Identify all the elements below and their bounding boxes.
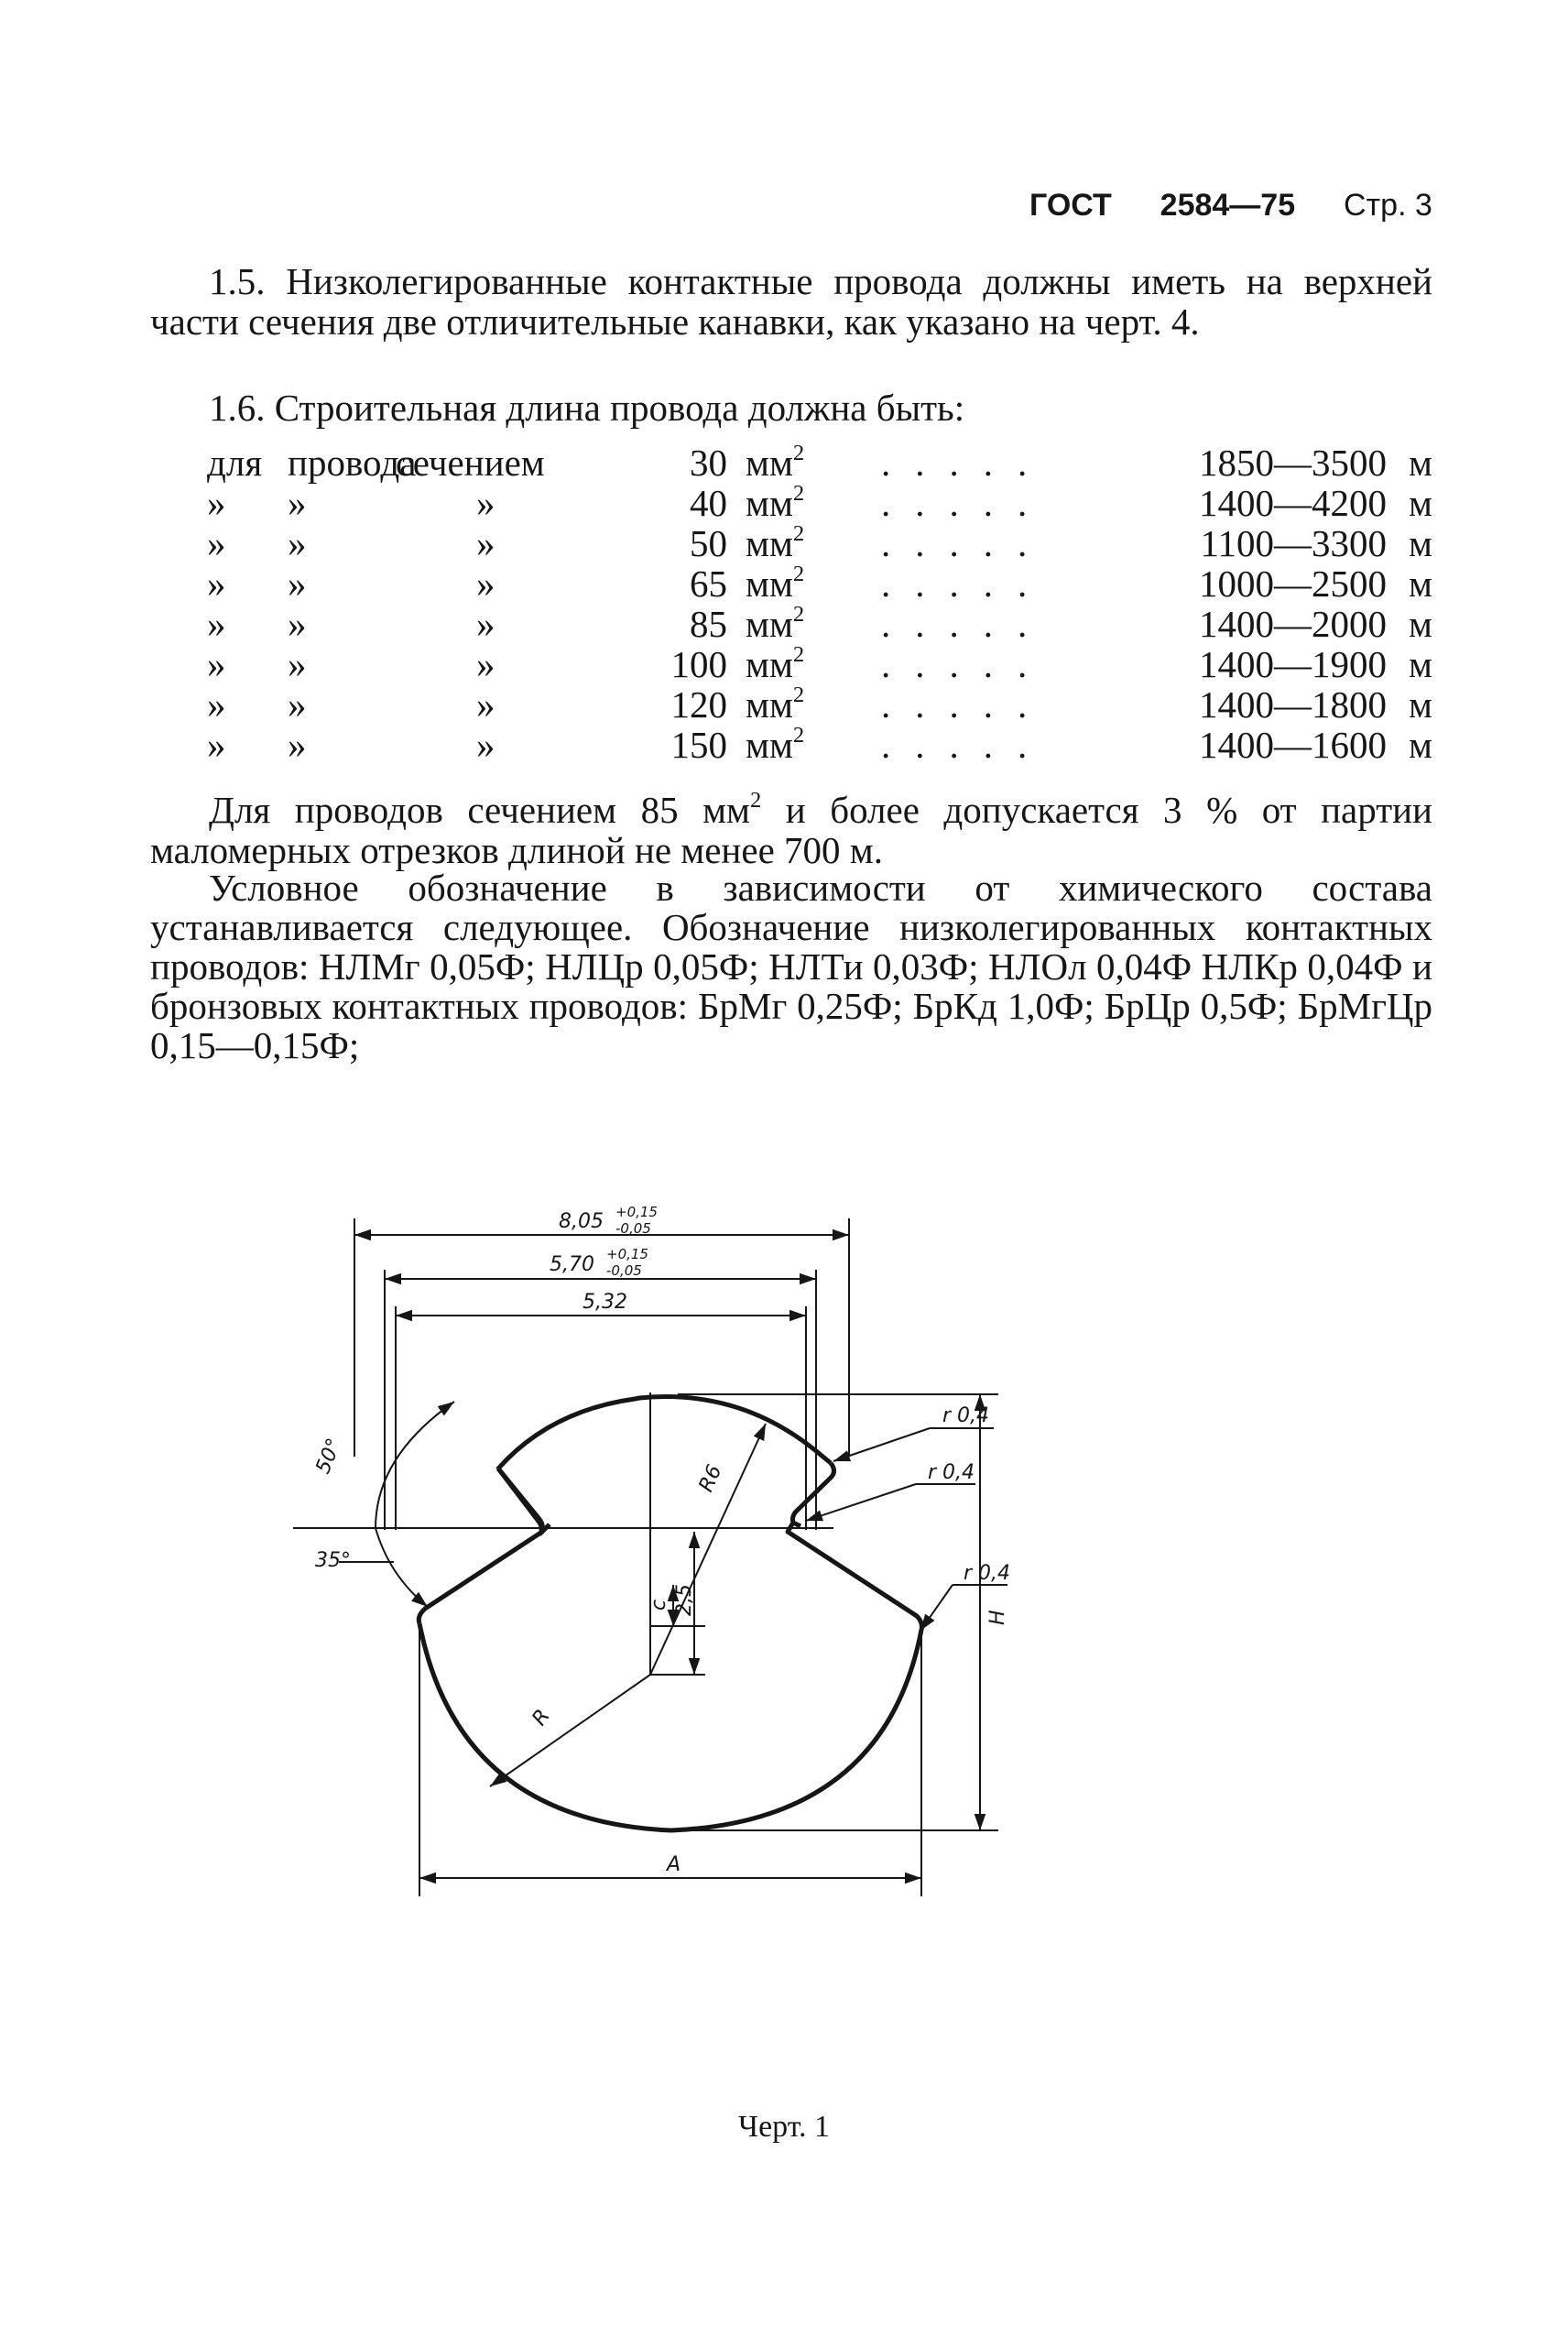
section-value: 65 <box>690 562 727 605</box>
section-value: 50 <box>690 522 727 564</box>
section-unit: $мм^2$ <box>746 520 805 564</box>
page-number: Стр. 3 <box>1344 188 1432 223</box>
partial-lengths-paragraph <box>150 787 1432 871</box>
leader-dots: ..... <box>881 442 1052 484</box>
clause-1-5-text: 1.5. Низколегированные контактные провода должны иметь на верхней части сечения две отличительные канавки, как указано на черт. 4. <box>150 260 1432 343</box>
radius-r6-label: R6 <box>694 1461 727 1496</box>
designation-paragraph <box>150 868 1432 1065</box>
ditto-mark: » <box>207 562 226 605</box>
length-unit: м <box>1409 482 1432 524</box>
ditto-mark: » <box>476 482 495 524</box>
angle-35-label: 35° <box>315 1549 351 1572</box>
ditto-mark: » <box>207 643 226 685</box>
figure-caption: Черт. 1 <box>737 2110 831 2144</box>
section-unit: $мм^2$ <box>746 440 805 484</box>
ditto-mark: » <box>207 683 226 726</box>
leader-dots: ..... <box>881 562 1052 605</box>
ditto-mark: » <box>288 724 307 766</box>
length-unit: м <box>1409 603 1432 645</box>
ditto-mark: » <box>288 643 307 685</box>
wire-cross-section-drawing <box>311 1182 1154 2080</box>
section-value: 120 <box>670 683 727 726</box>
leader-dots: ..... <box>881 482 1052 524</box>
leader-dots: ..... <box>881 724 1052 766</box>
ditto-mark: » <box>476 522 495 564</box>
fillet-label-1: r 0,4 <box>942 1404 990 1427</box>
length-row <box>150 682 1432 726</box>
section-unit: $мм^2$ <box>746 561 805 605</box>
dim-c-label: c <box>648 1599 670 1611</box>
fillet-label-3: r 0,4 <box>964 1562 1011 1585</box>
length-range: 1400—1600 <box>1199 724 1387 766</box>
ditto-mark: » <box>476 562 495 605</box>
radius-r-label: R <box>528 1705 555 1731</box>
designation-text: Условное обозначение в зависимости от химического состава устанавливается следующее. Обозначение низколегированных контактных проводов: НЛМг 0,05Ф; НЛЦр 0,05Ф; НЛТи 0,03Ф; НЛОл 0,04Ф НЛКр 0,04Ф и бронзовых контактных проводов: БрМг 0,25Ф; БрКд 1,0Ф; БрЦр 0,5Ф; БрМгЦр 0,15—0,15Ф; <box>150 867 1432 1066</box>
section-unit: $мм^2$ <box>746 601 805 645</box>
length-row <box>150 642 1432 683</box>
standard-number: 2584—75 <box>1160 188 1296 223</box>
ditto-mark: » <box>207 482 226 524</box>
row-word-for: для <box>207 442 263 484</box>
ditto-mark: » <box>207 724 226 766</box>
ditto-mark: » <box>207 522 226 564</box>
section-value: 40 <box>690 482 727 524</box>
ditto-mark: » <box>476 603 495 645</box>
dim-8-05-tol-upper: +0,15 <box>615 1204 658 1220</box>
length-unit: м <box>1409 522 1432 564</box>
partial-lengths-text: Для проводов сечением 85 $мм^2$ и более допускается 3 % от партии маломерных отрезков длиной не менее 700 м. <box>150 787 1432 871</box>
standard-label: ГОСТ <box>1029 188 1112 223</box>
leader-dots: ..... <box>881 643 1052 685</box>
row-word-wire: провода <box>288 442 417 484</box>
ditto-mark: » <box>476 643 495 685</box>
ditto-mark: » <box>207 603 226 645</box>
ditto-mark: » <box>288 603 307 645</box>
page-header <box>1029 188 1432 224</box>
section-unit: $мм^2$ <box>746 480 805 524</box>
dim-5-70-label: 5,70 <box>550 1253 594 1276</box>
ditto-mark: » <box>476 724 495 766</box>
length-unit: м <box>1409 643 1432 685</box>
length-range: 1000—2500 <box>1199 562 1387 605</box>
dim-height-label: H <box>986 1610 1009 1625</box>
length-range: 1400—2000 <box>1199 603 1387 645</box>
leader-dots: ..... <box>881 603 1052 645</box>
ditto-mark: » <box>288 562 307 605</box>
leader-dots: ..... <box>881 683 1052 726</box>
section-value: 100 <box>670 643 727 685</box>
length-row <box>150 440 1432 484</box>
length-row <box>150 601 1432 645</box>
ditto-mark: » <box>288 482 307 524</box>
length-range: 1100—3300 <box>1200 522 1387 564</box>
fillet-label-2: r 0,4 <box>928 1461 975 1484</box>
length-unit: м <box>1409 442 1432 484</box>
section-value: 85 <box>690 603 727 645</box>
length-unit: м <box>1409 683 1432 726</box>
length-unit: м <box>1409 724 1432 766</box>
clause-1-6-text: 1.6. Строительная длина провода должна быть: <box>209 387 965 429</box>
dim-2-5-label: 2,5 <box>673 1584 696 1616</box>
length-unit: м <box>1409 562 1432 605</box>
ditto-mark: » <box>288 683 307 726</box>
section-value: 150 <box>670 724 727 766</box>
length-row <box>150 521 1432 562</box>
row-word-section: сечением <box>396 442 545 484</box>
profile-contour <box>460 1329 975 1901</box>
length-row <box>150 480 1432 524</box>
clause-1-5 <box>150 261 1432 342</box>
dim-8-05-label: 8,05 <box>559 1210 604 1233</box>
length-range: 1850—3500 <box>1199 442 1387 484</box>
profile-contour-lines <box>419 1397 921 1830</box>
section-value: 30 <box>690 442 727 484</box>
length-range: 1400—1900 <box>1199 643 1387 685</box>
section-unit: $мм^2$ <box>746 641 805 685</box>
dim-5-70-tol-upper: +0,15 <box>606 1246 648 1262</box>
length-table <box>150 440 1432 766</box>
dim-width-label: A <box>667 1853 681 1876</box>
length-row <box>150 561 1432 605</box>
length-range: 1400—4200 <box>1199 482 1387 524</box>
angle-50-label: 50° <box>311 1435 347 1478</box>
dim-5-32-label: 5,32 <box>583 1291 627 1314</box>
length-range: 1400—1800 <box>1199 683 1387 726</box>
leader-dots: ..... <box>881 522 1052 564</box>
ditto-mark: » <box>476 683 495 726</box>
section-unit: $мм^2$ <box>746 722 805 766</box>
ditto-mark: » <box>288 522 307 564</box>
dim-5-70-tol-lower: -0,05 <box>606 1262 642 1279</box>
section-unit: $мм^2$ <box>746 682 805 726</box>
length-row <box>150 722 1432 766</box>
dim-8-05-tol-lower: -0,05 <box>615 1220 651 1237</box>
clause-1-6 <box>150 388 1432 428</box>
